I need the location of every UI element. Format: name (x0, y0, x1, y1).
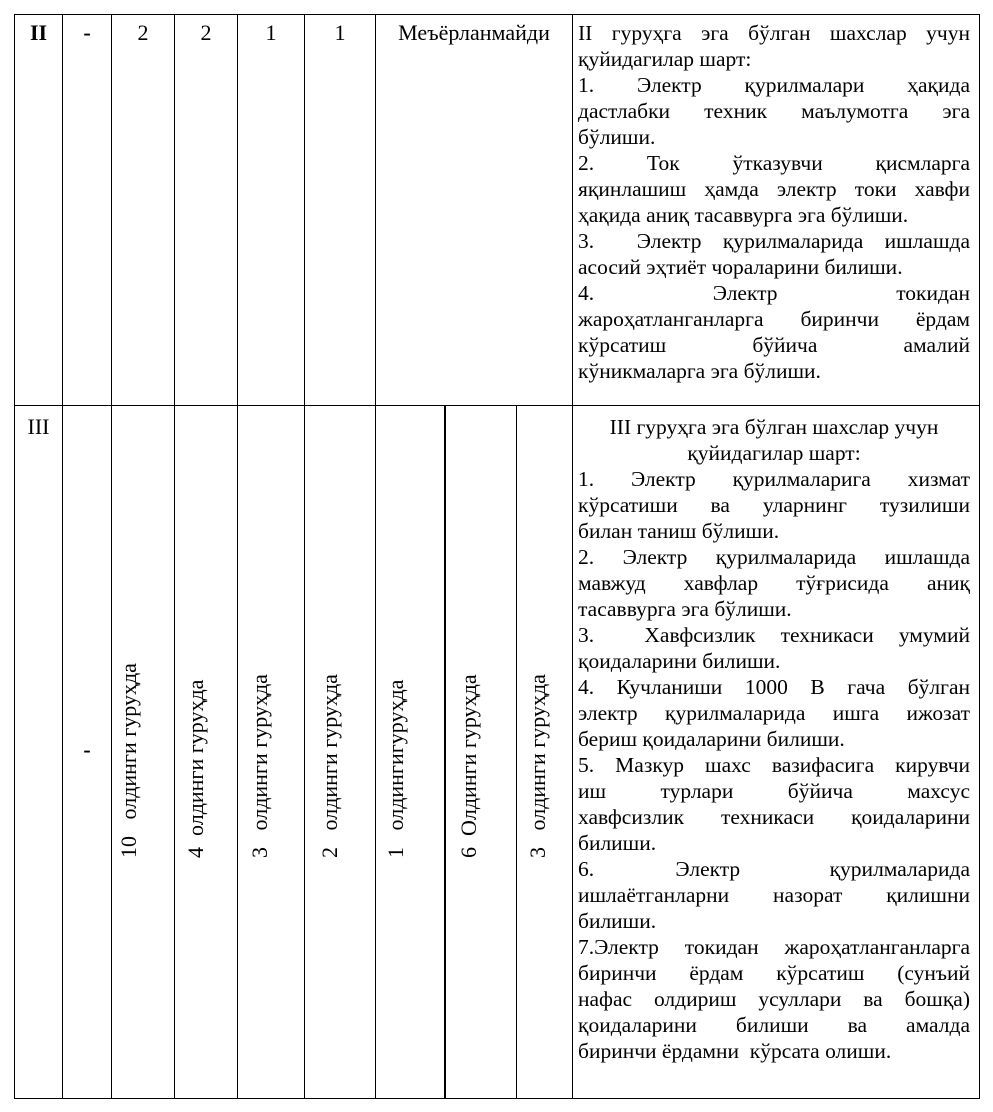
desc-line: 2. Ток ўтказувчи қисмларга (578, 151, 970, 175)
desc-line: қоидаларини билиши ва амалда (578, 1013, 970, 1037)
col-border-right (979, 14, 980, 1099)
col-border-left (14, 14, 15, 1099)
desc-line: 1. Электр қурилмаларига хизмат (578, 467, 970, 491)
desc-line: кўрсатиши ва уларнинг тузилиши (578, 493, 970, 517)
desc-line: қоидаларини билиши. (578, 649, 781, 673)
desc-line: мавжуд хавфлар тўғрисида аниқ (578, 571, 970, 595)
desc-line: нафас олдириш усуллари ва бошқа) (578, 987, 970, 1011)
group-cell-iii: III (27, 414, 50, 439)
desc-line: II гуруҳга эга бўлган шахслар учун (578, 21, 970, 45)
col-border-3 (174, 14, 175, 1099)
desc-line: электр қурилмаларида ишга ижозат (578, 701, 970, 725)
desc-line: 4. Кучланиши 1000 В гача бўлган (578, 675, 970, 699)
desc-line: билан таниш бўлиши. (578, 519, 780, 543)
rotated-cell-col8: 3 олдинги гуруҳда (525, 674, 550, 858)
desc-line: яқинлашиш ҳамда электр токи хавфи (578, 177, 970, 201)
desc-line: кўрсатиш бўйича амалий (578, 333, 970, 357)
col-border-2 (111, 14, 112, 1099)
col-border-7-thick (444, 405, 446, 1099)
desc-line: III гуруҳга эга бўлган шахслар учун (609, 415, 939, 439)
desc-line: биринчи ёрдам кўрсатиш (сунъий (578, 961, 970, 985)
desc-line: 2. Электр қурилмаларида ишлашда (578, 545, 970, 569)
rotated-cell-col2: 10 олдинги гуруҳда (116, 663, 141, 858)
row2-cell-1: - (83, 20, 91, 45)
desc-line: 4. Электр токидан (578, 281, 970, 305)
desc-line: билиши. (578, 909, 657, 933)
row-divider (14, 405, 980, 406)
desc-line: хавфсизлик техникаси қоидаларини (578, 805, 970, 829)
row3-description (578, 414, 970, 1064)
row2-cell-2: 2 (137, 20, 149, 45)
rotated-cell-col4: 3 олдинги гуруҳда (247, 674, 272, 858)
desc-line: иш турлари бўйича махсус (578, 779, 970, 803)
col-border-6 (375, 14, 376, 1099)
desc-line: қуйидагилар шарт: (687, 441, 861, 465)
row2-cell-4: 1 (265, 20, 277, 45)
col-border-4 (237, 14, 238, 1099)
col-border-desc (572, 14, 573, 1099)
desc-line: ишлаётганларни назорат қилишни (578, 883, 970, 907)
desc-line: дастлабки техник маълумотга эга (578, 99, 970, 123)
desc-line: биринчи ёрдамни кўрсата олиши. (578, 1039, 892, 1063)
group-cell-ii: II (29, 20, 48, 45)
rotated-cell-col6: 1 олдингигуруҳда (383, 679, 408, 858)
rotated-cell-col7: 6 Олдинги гуруҳда (456, 674, 481, 858)
rotated-cell-col5: 2 олдинги гуруҳда (317, 674, 342, 858)
row3-cell-1: - (83, 737, 91, 762)
row2-description (578, 20, 970, 384)
desc-line: бериш қоидаларини билиши. (578, 727, 845, 751)
desc-line: 3. Хавфсизлик техникаси умумий (578, 623, 970, 647)
desc-line: ҳақида аниқ тасаввурга эга бўлиши. (578, 203, 909, 227)
row2-cell-6: Меъёрланмайди (398, 20, 550, 45)
table-top-border (14, 14, 980, 15)
rotated-cell-col3: 4 олдинги гуруҳда (183, 679, 208, 858)
col-border-1 (62, 14, 63, 1099)
desc-line: 3. Электр қурилмаларида ишлашда (578, 229, 970, 253)
desc-line: жароҳатланганларга биринчи ёрдам (578, 307, 970, 331)
desc-line: 1. Электр қурилмалари ҳақида (578, 73, 970, 97)
desc-line: билиши. (578, 831, 657, 855)
desc-line: тасаввурга эга бўлиши. (578, 597, 792, 621)
row2-cell-5: 1 (334, 20, 346, 45)
desc-line: қуйидагилар шарт: (578, 47, 752, 71)
desc-line: бўлиши. (578, 125, 656, 149)
col-border-8 (516, 405, 517, 1099)
col-border-5 (304, 14, 305, 1099)
desc-line: 7.Электр токидан жароҳатланганларга (578, 935, 970, 959)
table-bottom-border (14, 1098, 980, 1099)
desc-line: кўникмаларга эга бўлиши. (578, 359, 821, 383)
desc-line: 5. Мазкур шахс вазифасига кирувчи (578, 753, 970, 777)
row2-cell-3: 2 (200, 20, 212, 45)
desc-line: асосий эҳтиёт чораларини билиши. (578, 255, 903, 279)
desc-line: 6. Электр қурилмаларида (578, 857, 970, 881)
